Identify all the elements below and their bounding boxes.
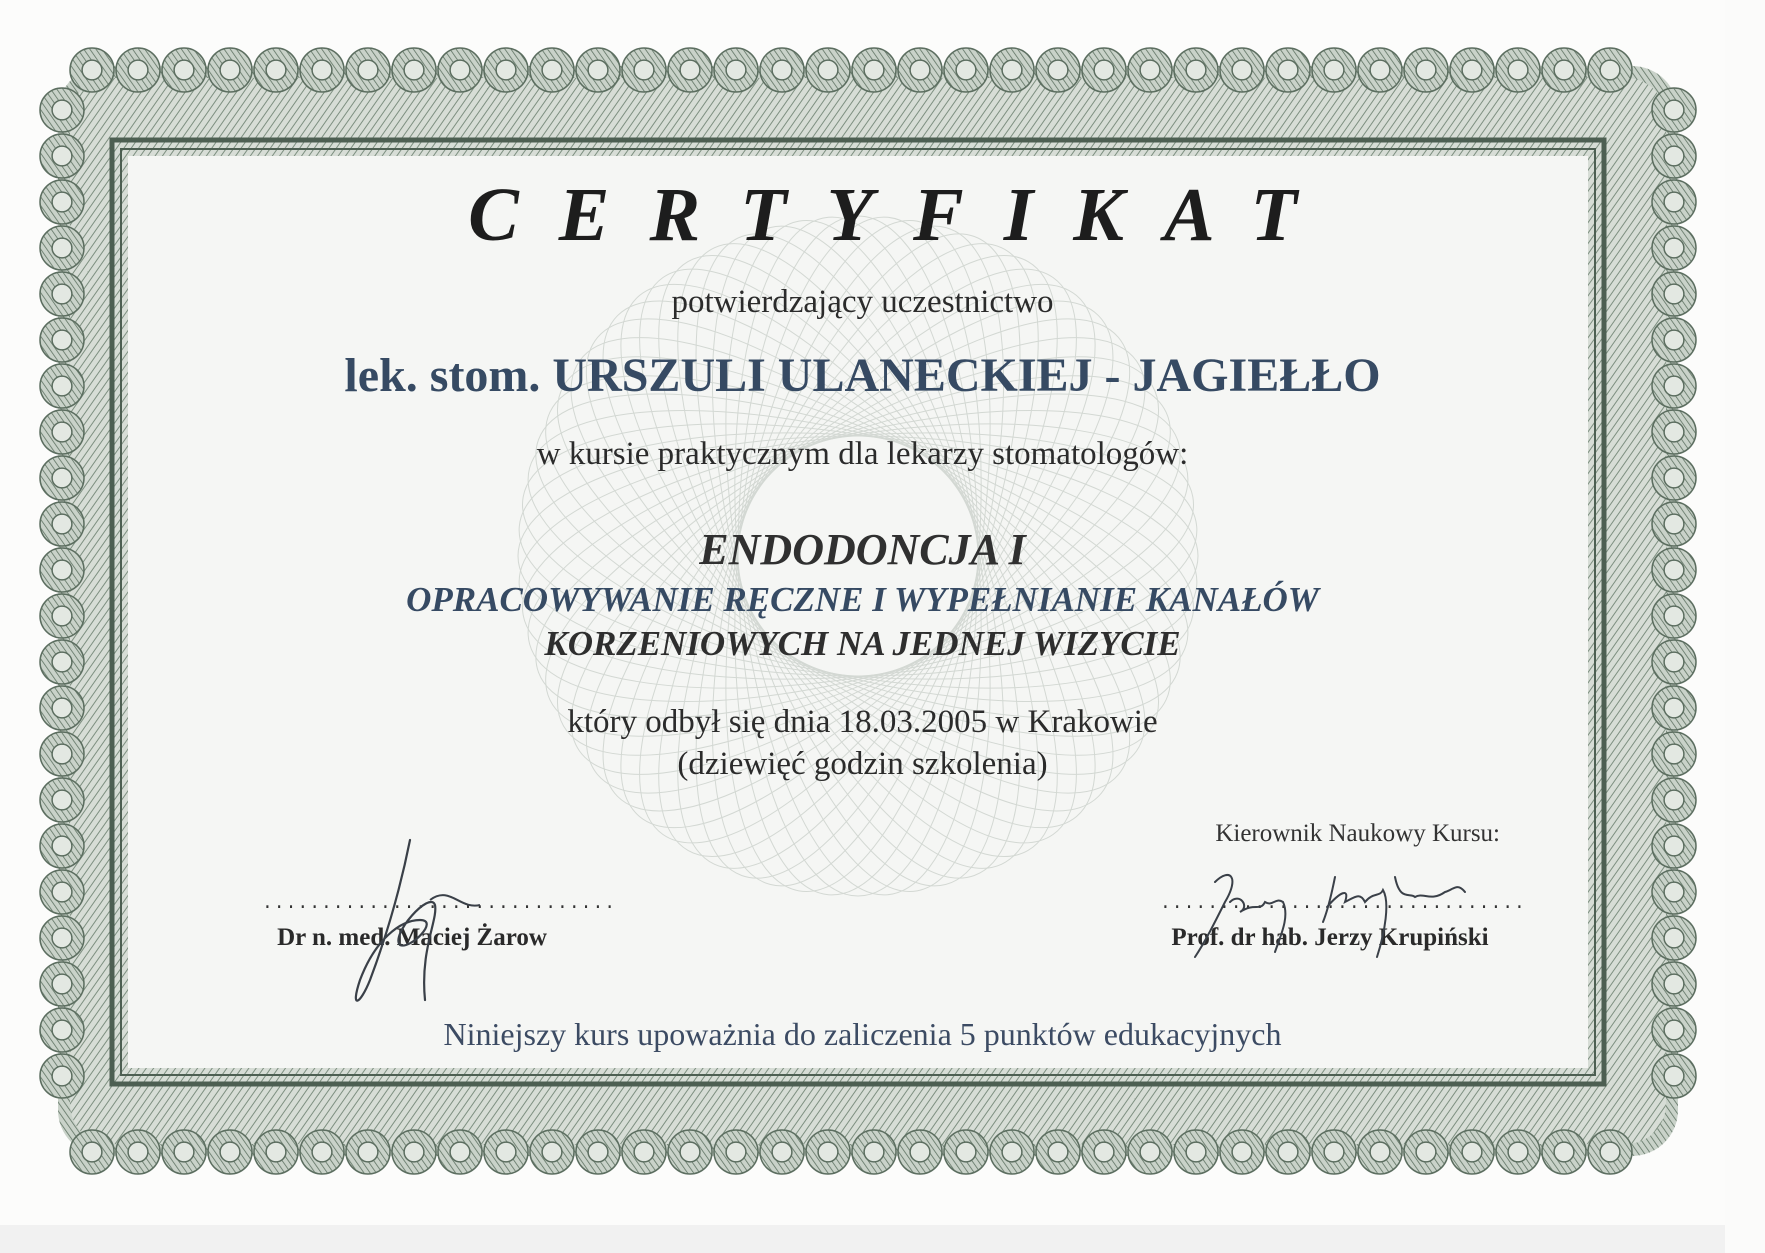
handwritten-signature-left — [330, 830, 510, 1010]
certificate-subtitle: potwierdzający uczestnictwo — [671, 284, 1054, 320]
course-intro: w kursie praktycznym dla lekarzy stomatologów: — [536, 436, 1189, 472]
course-name: ENDODONCJA I — [699, 525, 1026, 574]
signatory-name-left: Dr n. med. Maciej Żarow — [277, 924, 547, 951]
signature-line-left: .............................. — [262, 894, 617, 914]
course-description-line-1: OPRACOWYWANIE RĘCZNE I WYPEŁNIANIE KANAŁÓW — [406, 580, 1319, 619]
course-description-line-2: KORZENIOWYCH NA JEDNEJ WIZYCIE — [544, 624, 1181, 663]
handwritten-signature-right — [1195, 862, 1485, 972]
event-info: który odbył się dnia 18.03.2005 w Krakowie — [567, 704, 1158, 740]
recipient-name: lek. stom. URSZULI ULANECKIEJ - JAGIEŁŁO — [344, 349, 1381, 402]
education-points-note: Niniejszy kurs upoważnia do zaliczenia 5 punktów edukacyjnych — [443, 1016, 1282, 1052]
training-duration: (dziewięć godzin szkolenia) — [677, 746, 1048, 782]
signature-line-right: ............................... — [1160, 894, 1526, 914]
signatory-name-right: Prof. dr hab. Jerzy Krupiński — [1171, 924, 1489, 951]
signatory-role-right: Kierownik Naukowy Kursu: — [1215, 820, 1500, 847]
scan-bottom-edge — [0, 1225, 1725, 1253]
certificate-title: CERTYFIKAT — [468, 173, 1337, 257]
